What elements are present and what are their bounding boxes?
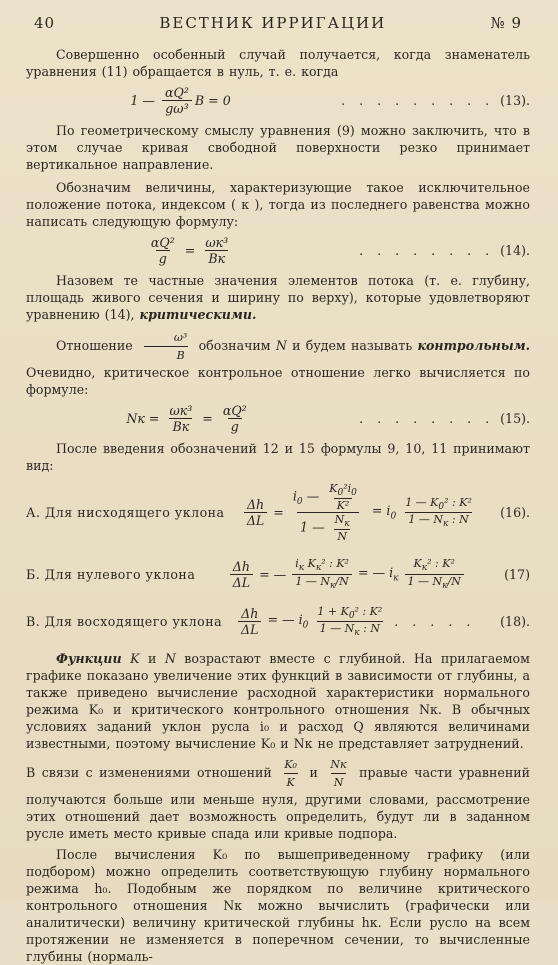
eq14-number: (14). xyxy=(500,243,530,258)
equation-14: $\frac{\text{αQ²}}{g}$ = $\frac{\text{ωк³}}{Bк}$ . . . . . . . . (14). xyxy=(150,235,530,266)
eq13-rest: B = 0 xyxy=(194,93,231,108)
paragraph-3: Обозначим величины, характеризующие такое исключительное положение потока, индексом ( к ), тогда из последнего равенства можно написать следующую формулу: xyxy=(26,180,530,229)
eq13-number: (13). xyxy=(500,93,530,108)
case-b: Б. Для нулевого уклона $\frac{\Delta h}{\Delta L}$ = — $\frac{i_к K_к^2 : K^2}{1 — N_к/N}$ = — $i_к$ $\frac{K_к^2 : K^2}{1 — N_к/N}$ (17) xyxy=(26,557,530,591)
paragraph-9: После вычисления K₀ по вышеприведенному графику (или подбором) можно определить соответствующую глубину нормального режима h₀. Подобным же порядком по величине критического контрольного отношения Nк можно вычислить (графически или аналитически) величину критической глубины hк. Если русло на всем протяжении не изменяется в поперечном сечении, то вычисленные глубины (нормаль- xyxy=(26,847,530,965)
case-a: А. Для нисходящего уклона $\frac{\Delta h}{\Delta L}$ = $i_0$ — $\frac{K_0^2i_0}{\text{K²}}$ 1 — $\frac{N_к}{N}$ = $i_0$ $\frac{1 — K_0^2 : K^2}{1 — N_к : N}$ (16). xyxy=(26,482,530,544)
eq15-number: (15). xyxy=(500,411,530,426)
eq13-one: 1 xyxy=(130,93,139,108)
paragraph-2: По геометрическому смыслу уравнения (9) можно заключить, что в этом случае кривая свободной поверхности резко принимает вертикальное направление. xyxy=(26,123,530,172)
paragraph-6: После введения обозначений 12 и 15 формулы 9, 10, 11 принимают вид: xyxy=(26,441,530,473)
issue-number: № 9 xyxy=(490,14,522,32)
paragraph-7: Функции K и N возрастают вместе с глубиной. На прилагаемом графике показано увеличение этих функций в зависимости от глубины, а также приведено вычисление расходной характеристики нормального режима K₀ и критического контрольного отношения Nк. В обычных условиях заданий уклон русла i₀ и расход Q являются величинами известными, поэтому вычисление K₀ и Nк не представляет затруднений. xyxy=(26,651,530,752)
paragraph-5: Отношение $\frac{\text{ω³}}{B}$ обозначим N и будем называть контрольным. Очевидно, критическое контрольное отношение легко вычисляется по формуле: xyxy=(26,331,530,397)
omega-over-b: $\frac{\text{ω³}}{B}$ xyxy=(141,329,190,364)
paragraph-1: Совершенно особенный случай получается, когда знаменатель уравнения (11) обращается в нуль, т. е. когда xyxy=(26,47,530,79)
paragraph-4: Назовем те частные значения элементов потока (т. е. глубину, площадь живого сечения и ширину по верху), которые удовлетворяют уравнению (14), критическими. xyxy=(26,273,530,322)
running-header xyxy=(26,14,530,32)
eq13-fraction: $\frac{\text{αQ²}}{\text{gω³}}$ xyxy=(162,85,192,116)
page-number: 40 xyxy=(34,14,56,32)
case-c: В. Для восходящего уклона $\frac{\Delta h}{\Delta L}$ = — $i_0$ $\frac{1 + K_0^2 : K^2}{1 — N_к : N}$ . . . . . (18). xyxy=(26,604,530,639)
journal-title: ВЕСТНИК ИРРИГАЦИИ xyxy=(159,14,387,32)
equation-15: Nк = $\frac{\text{ωк³}}{Bк}$ = $\frac{\text{αQ²}}{g}$ . . . . . . . . (15). xyxy=(126,403,530,434)
equation-13: 1 — $\frac{\text{αQ²}}{\text{gω³}}$ B = 0 . . . . . . . . . (13). xyxy=(130,85,530,116)
paragraph-8: В связи с изменениями отношений $\frac{\text{K₀}}{K}$ и $\frac{Nк}{N}$ правые части уравнений получаются больше или меньше нуля, другими словами, рассмотрение этих отношений дает возможность определить, будут ли в заданном русле иметь место кривые спада или кривые подпора. xyxy=(26,758,531,842)
